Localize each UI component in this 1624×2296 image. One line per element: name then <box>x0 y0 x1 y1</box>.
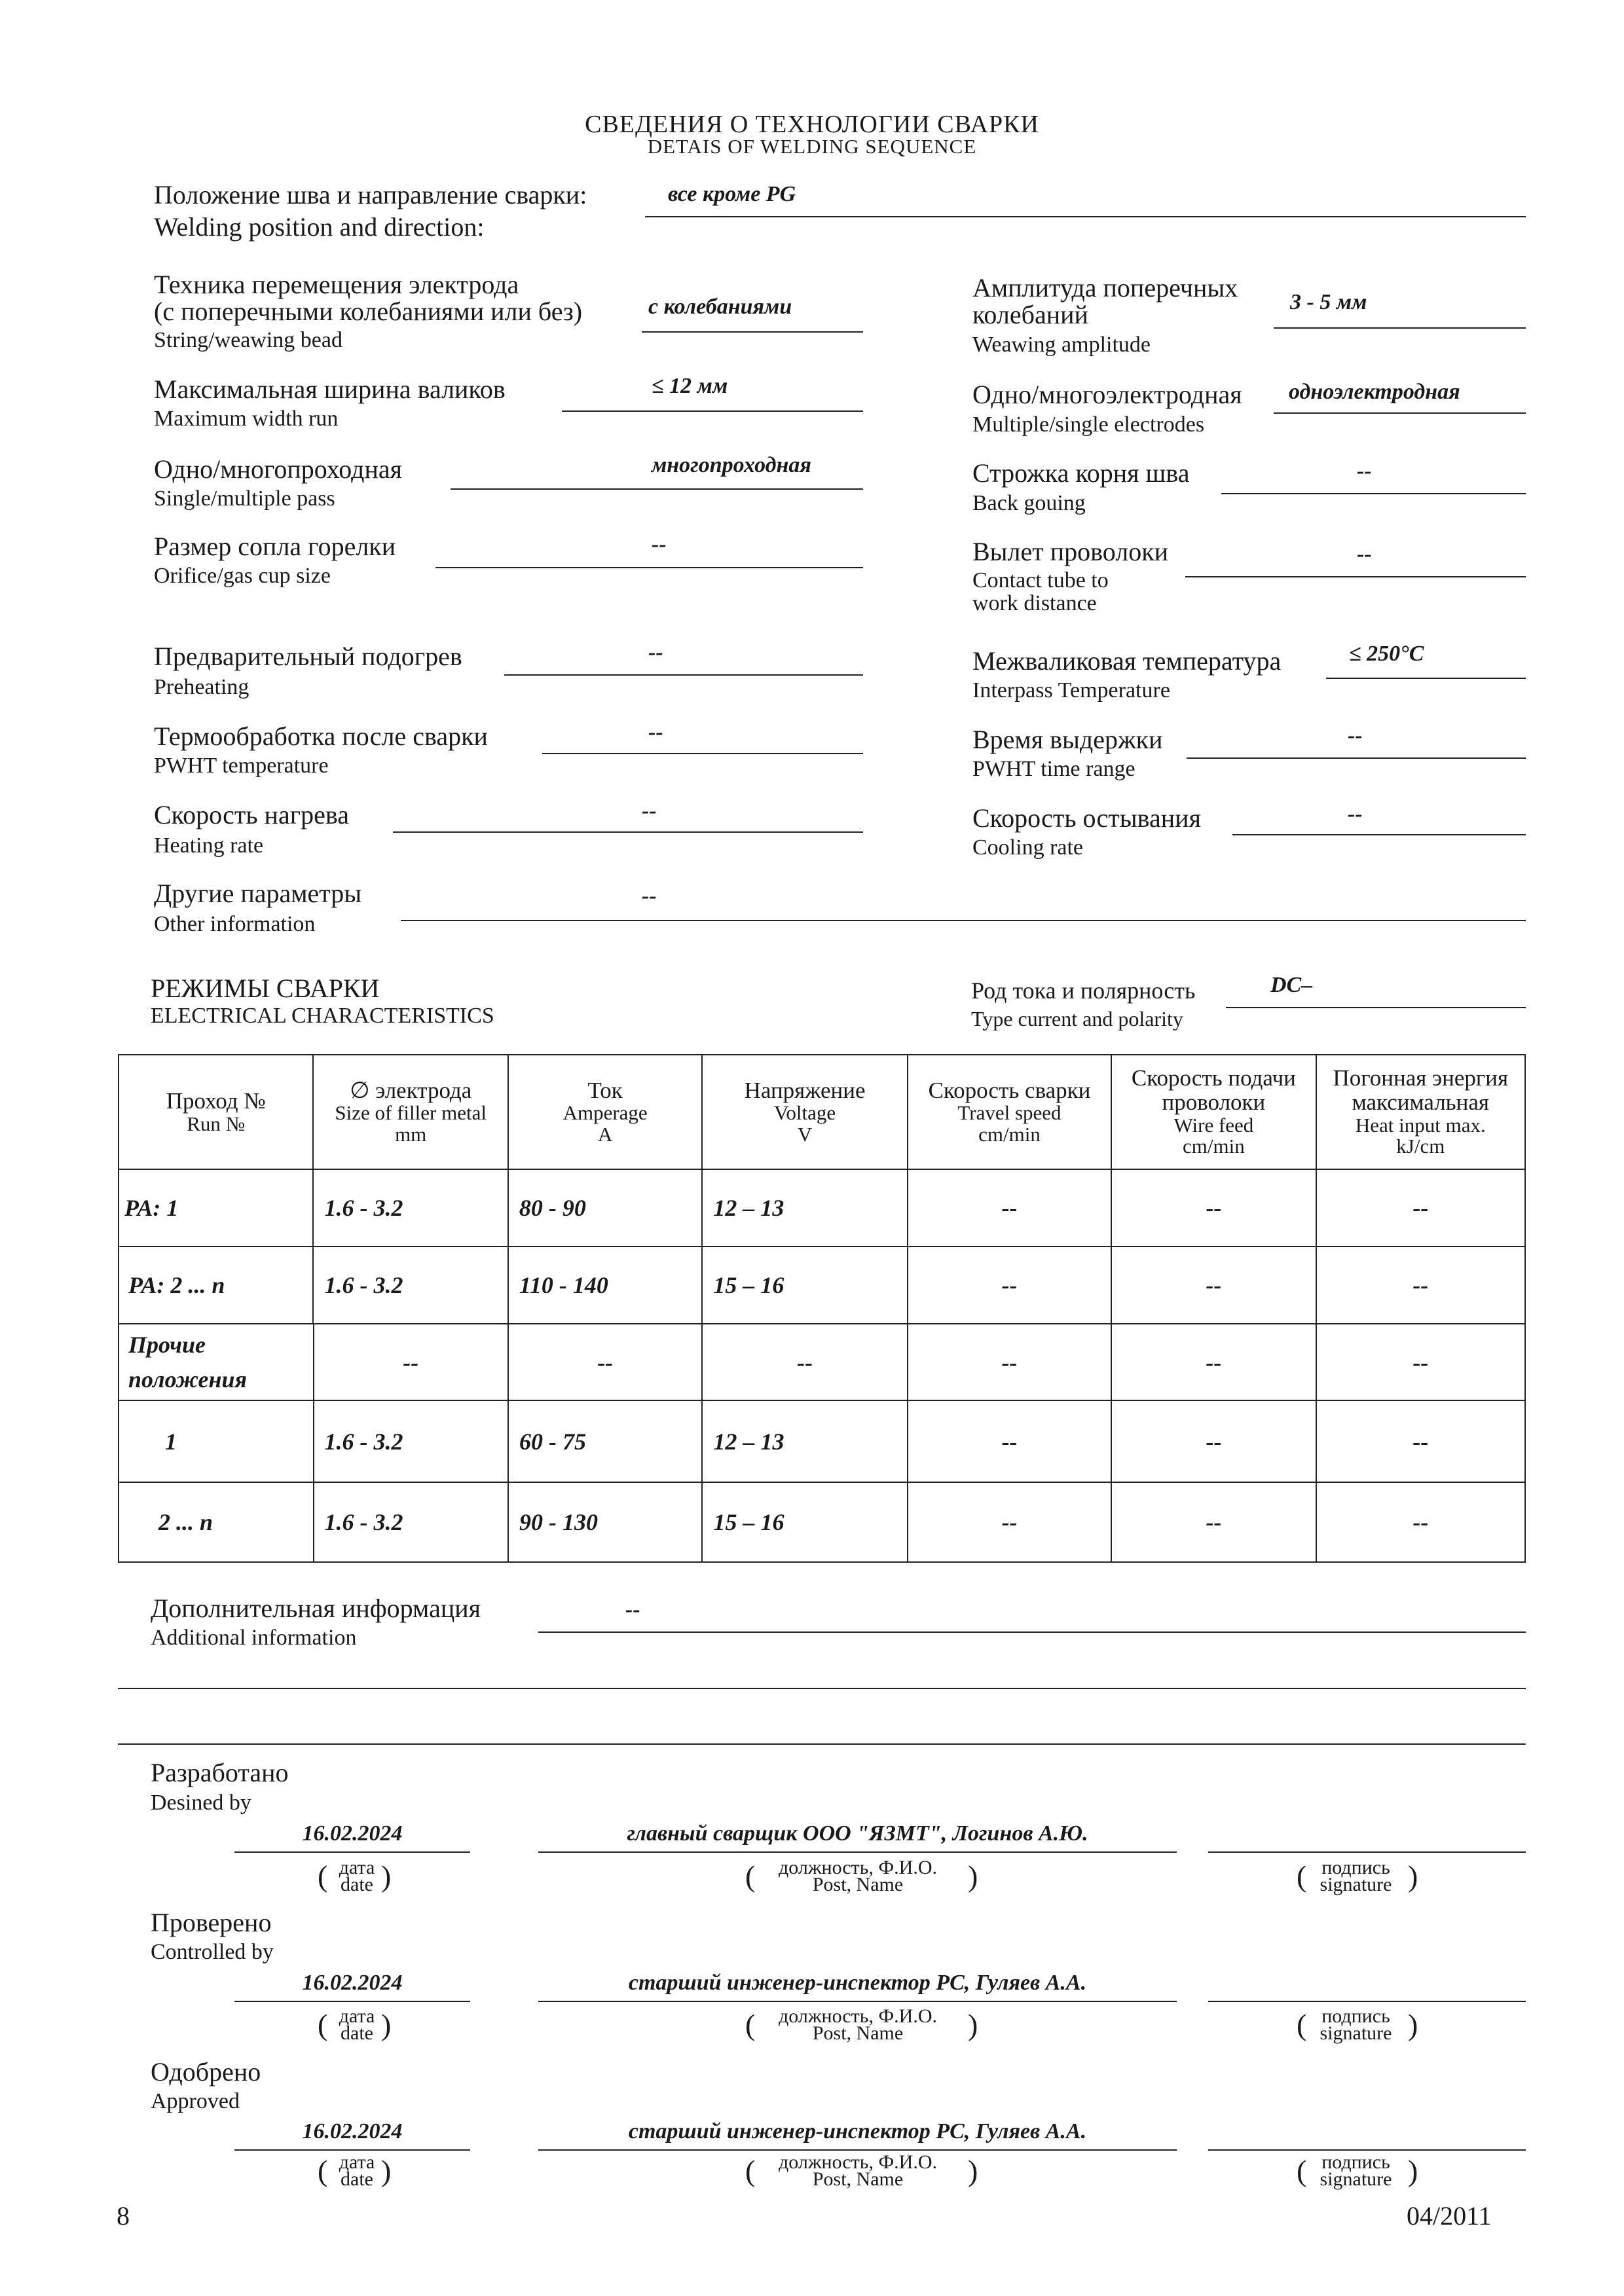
cell-voltage: 15 – 16 <box>703 1483 908 1561</box>
cell-travel-speed: -- <box>908 1170 1112 1246</box>
position-label-en: Welding position and direction: <box>154 212 485 242</box>
cell-voltage: -- <box>703 1324 908 1400</box>
header-amperage: Ток Amperage A <box>509 1055 703 1169</box>
electrodes-value: одноэлектродная <box>1289 380 1460 404</box>
designed-post-underline <box>538 1851 1177 1853</box>
cup-label-ru: Размер сопла горелки <box>154 532 396 561</box>
cell-run: PA: 1 <box>119 1170 314 1246</box>
other-label-en: Other information <box>154 912 316 936</box>
interpass-label-en: Interpass Temperature <box>972 678 1170 702</box>
paren-open: ( <box>1297 2154 1307 2187</box>
cell-run: PA: 2 ... n <box>119 1247 314 1323</box>
approved-date: 16.02.2024 <box>302 2119 403 2143</box>
controlled-date-underline <box>234 2001 470 2002</box>
post-caption-ru: должность, Ф.И.О. <box>778 1857 937 1878</box>
approved-label-ru: Одобрено <box>151 2057 261 2086</box>
paren-close: ) <box>968 1859 978 1893</box>
electrical-table <box>118 1054 1526 1563</box>
bead-label-ru2: (с поперечными колебаниями или без) <box>154 297 583 326</box>
controlled-label-ru: Проверено <box>151 1908 272 1937</box>
pass-value: многопроходная <box>652 453 811 477</box>
current-label-ru: Род тока и полярность <box>971 977 1196 1004</box>
sign-caption-ru: подпись <box>1321 2151 1390 2173</box>
amplitude-label-ru2: колебаний <box>972 300 1088 329</box>
sign-caption-en: signature <box>1320 2168 1392 2190</box>
cell-filler-size: 1.6 - 3.2 <box>314 1247 508 1323</box>
designed-label-en: Desined by <box>151 1791 251 1815</box>
additional-label-en: Additional information <box>151 1626 357 1650</box>
stickout-label-en2: work distance <box>972 591 1097 615</box>
cell-filler-size: -- <box>314 1324 509 1400</box>
gouging-label-ru: Строжка корня шва <box>972 458 1190 488</box>
stickout-value: -- <box>1357 542 1372 566</box>
width-value: ≤ 12 мм <box>652 374 728 398</box>
cell-filler-size: 1.6 - 3.2 <box>314 1170 508 1246</box>
controlled-post-underline <box>538 2001 1177 2002</box>
controlled-date: 16.02.2024 <box>302 1971 403 1995</box>
controlled-post: старший инженер-инспектор РС, Гуляев А.А. <box>628 1971 1087 1995</box>
cell-filler-size: 1.6 - 3.2 <box>314 1401 509 1482</box>
electrical-title-en: ELECTRICAL CHARACTERISTICS <box>151 1004 494 1028</box>
designed-date-underline <box>234 1851 470 1853</box>
paren-close: ) <box>1408 2008 1418 2041</box>
pwht-label-ru: Термообработка после сварки <box>154 721 488 751</box>
position-label-ru: Положение шва и направление сварки: <box>154 180 587 210</box>
cell-travel-speed: -- <box>908 1483 1112 1561</box>
approved-signature-line <box>1208 2149 1526 2151</box>
cell-wire-feed: -- <box>1112 1170 1316 1246</box>
title-en: DETAIS OF WELDING SEQUENCE <box>647 135 977 158</box>
cell-voltage: 12 – 13 <box>703 1401 908 1482</box>
amplitude-value: 3 - 5 мм <box>1290 290 1367 314</box>
paren-close: ) <box>381 2008 392 2041</box>
pass-label-en: Single/multiple pass <box>154 486 335 511</box>
header-travel-speed: Скорость сварки Travel speed cm/min <box>908 1055 1112 1169</box>
controlled-label-en: Controlled by <box>151 1940 274 1964</box>
cell-voltage: 15 – 16 <box>703 1247 908 1323</box>
amplitude-label-ru: Амплитуда поперечных <box>972 273 1238 302</box>
cell-travel-speed: -- <box>908 1324 1112 1400</box>
title-ru: СВЕДЕНИЯ О ТЕХНОЛОГИИ СВАРКИ <box>585 111 1039 138</box>
heating-label-en: Heating rate <box>154 833 264 858</box>
gouging-value: -- <box>1357 459 1372 483</box>
paren-close: ) <box>381 2154 392 2187</box>
paren-close: ) <box>1408 2154 1418 2187</box>
holdtime-label-ru: Время выдержки <box>972 725 1163 754</box>
cell-amperage: 80 - 90 <box>509 1170 703 1246</box>
table-row <box>119 1483 1524 1561</box>
stickout-label-en: Contact tube to <box>972 568 1109 592</box>
designed-signature-line <box>1208 1851 1526 1853</box>
cell-heat-input: -- <box>1412 1349 1429 1376</box>
bead-label-en: String/weawing bead <box>154 328 342 352</box>
cell-travel-speed: -- <box>908 1247 1112 1323</box>
additional-value: -- <box>625 1597 640 1622</box>
cell-run: Прочие положения <box>119 1324 314 1400</box>
additional-line-3 <box>118 1743 1526 1745</box>
width-label-en: Maximum width run <box>154 407 339 431</box>
cooling-underline <box>1232 834 1526 835</box>
cup-label-en: Orifice/gas cup size <box>154 564 331 588</box>
post-caption-en: Post, Name <box>812 2168 904 2190</box>
electrical-title-ru: РЕЖИМЫ СВАРКИ <box>151 974 380 1003</box>
cell-heat-input: -- <box>1412 1509 1429 1535</box>
paren-close: ) <box>381 1859 392 1893</box>
post-caption-ru: должность, Ф.И.О. <box>778 2005 937 2027</box>
approved-label-en: Approved <box>151 2089 240 2113</box>
bead-value: с колебаниями <box>648 295 792 319</box>
post-caption-en: Post, Name <box>812 1874 904 1895</box>
pwht-label-en: PWHT temperature <box>154 754 329 778</box>
paren-close: ) <box>1408 1859 1418 1893</box>
header-wire-feed: Скорость подачи проволоки Wire feed cm/min <box>1112 1055 1316 1169</box>
additional-label-ru: Дополнительная информация <box>151 1594 481 1623</box>
preheat-underline <box>504 674 863 676</box>
stickout-label-ru: Вылет проволоки <box>972 537 1169 566</box>
current-value: DC– <box>1270 973 1313 997</box>
cell-travel-speed: -- <box>908 1401 1112 1482</box>
preheat-value: -- <box>648 640 663 665</box>
cup-underline <box>435 567 863 568</box>
date-caption-en: date <box>341 1874 373 1895</box>
cell-wire-feed: -- <box>1112 1247 1316 1323</box>
post-caption-en: Post, Name <box>812 2022 904 2044</box>
paren-open: ( <box>1297 2008 1307 2041</box>
paren-open: ( <box>318 2008 328 2041</box>
paren-open: ( <box>745 1859 756 1893</box>
table-row <box>119 1170 1524 1247</box>
preheat-label-en: Preheating <box>154 675 249 699</box>
date-caption-ru: дата <box>339 2151 375 2173</box>
cell-run: 1 <box>119 1401 314 1482</box>
cell-wire-feed: -- <box>1112 1401 1316 1482</box>
header-run: Проход № Run № <box>119 1055 314 1169</box>
pwht-underline <box>542 753 863 754</box>
gouging-label-en: Back gouing <box>972 491 1086 515</box>
paren-open: ( <box>1297 1859 1307 1893</box>
pass-label-ru: Одно/многопроходная <box>154 454 403 484</box>
pass-underline <box>451 488 863 490</box>
electrodes-label-en: Multiple/single electrodes <box>972 412 1205 437</box>
cell-amperage: 90 - 130 <box>509 1483 703 1561</box>
designed-date: 16.02.2024 <box>302 1821 403 1846</box>
paren-open: ( <box>745 2008 756 2041</box>
paren-open: ( <box>318 2154 328 2187</box>
designed-post: главный сварщик ООО "ЯЗМТ", Логинов А.Ю. <box>627 1821 1088 1846</box>
paren-close: ) <box>968 2008 978 2041</box>
sign-caption-en: signature <box>1320 2022 1392 2044</box>
table-row <box>119 1401 1524 1483</box>
bead-label-ru: Техника перемещения электрода <box>154 270 519 299</box>
other-value: -- <box>642 884 657 908</box>
header-filler-size: ∅ электрода Size of filler metal mm <box>314 1055 508 1169</box>
header-heat-input: Погонная энергия максимальная Heat input max. kJ/cm <box>1333 1065 1509 1158</box>
cell-amperage: 110 - 140 <box>509 1247 703 1323</box>
heating-underline <box>393 831 863 833</box>
cooling-label-ru: Скорость остывания <box>972 803 1201 833</box>
holdtime-label-en: PWHT time range <box>972 757 1135 781</box>
cell-heat-input: -- <box>1412 1195 1429 1221</box>
cell-amperage: 60 - 75 <box>509 1401 703 1482</box>
cell-wire-feed: -- <box>1112 1483 1316 1561</box>
cell-heat-input: -- <box>1412 1272 1429 1298</box>
approved-post-underline <box>538 2149 1177 2151</box>
approved-date-underline <box>234 2149 470 2151</box>
approved-post: старший инженер-инспектор РС, Гуляев А.А. <box>628 2119 1087 2143</box>
pwht-value: -- <box>648 720 663 744</box>
header-voltage: Напряжение Voltage V <box>703 1055 908 1169</box>
date-caption-ru: дата <box>339 1857 375 1878</box>
gouging-underline <box>1221 493 1526 494</box>
interpass-value: ≤ 250°C <box>1349 642 1424 666</box>
electrodes-underline <box>1274 412 1526 414</box>
table-row <box>119 1247 1524 1324</box>
designed-label-ru: Разработано <box>151 1758 289 1787</box>
paren-close: ) <box>968 2154 978 2187</box>
amplitude-label-en: Weawing amplitude <box>972 333 1151 357</box>
post-caption-ru: должность, Ф.И.О. <box>778 2151 937 2173</box>
cooling-value: -- <box>1348 802 1363 826</box>
bead-underline <box>642 331 863 333</box>
heating-value: -- <box>642 799 657 823</box>
cell-heat-input: -- <box>1412 1428 1429 1455</box>
width-label-ru: Максимальная ширина валиков <box>154 374 506 404</box>
width-underline <box>562 410 863 412</box>
additional-line-2 <box>118 1688 1526 1689</box>
table-row <box>119 1324 1524 1401</box>
other-underline <box>401 920 1526 921</box>
heating-label-ru: Скорость нагрева <box>154 800 349 829</box>
paren-open: ( <box>318 1859 328 1893</box>
cell-filler-size: 1.6 - 3.2 <box>314 1483 509 1561</box>
preheat-label-ru: Предварительный подогрев <box>154 642 462 671</box>
date-caption-en: date <box>341 2168 373 2190</box>
cell-run: 2 ... n <box>119 1483 314 1561</box>
additional-underline <box>538 1631 1526 1633</box>
interpass-label-ru: Межваликовая температура <box>972 646 1282 676</box>
position-underline <box>645 216 1526 217</box>
amplitude-underline <box>1274 327 1526 329</box>
cup-value: -- <box>652 532 667 556</box>
cooling-label-en: Cooling rate <box>972 835 1084 860</box>
cell-amperage: -- <box>509 1324 703 1400</box>
controlled-signature-line <box>1208 2001 1526 2002</box>
position-value: все кроме PG <box>668 182 796 206</box>
sign-caption-ru: подпись <box>1321 1857 1390 1878</box>
stickout-underline <box>1185 576 1526 577</box>
sign-caption-ru: подпись <box>1321 2005 1390 2027</box>
holdtime-underline <box>1187 757 1526 759</box>
cell-wire-feed: -- <box>1112 1324 1316 1400</box>
page-number: 8 <box>117 2201 130 2231</box>
table-header-row <box>119 1055 1524 1170</box>
other-label-ru: Другие параметры <box>154 879 362 908</box>
cell-voltage: 12 – 13 <box>703 1170 908 1246</box>
paren-open: ( <box>745 2154 756 2187</box>
interpass-underline <box>1326 678 1526 679</box>
electrodes-label-ru: Одно/многоэлектродная <box>972 380 1242 409</box>
date-caption-ru: дата <box>339 2005 375 2027</box>
revision: 04/2011 <box>1407 2201 1492 2231</box>
date-caption-en: date <box>341 2022 373 2044</box>
current-label-en: Type current and polarity <box>971 1007 1183 1030</box>
current-underline <box>1226 1007 1526 1008</box>
sign-caption-en: signature <box>1320 1874 1392 1895</box>
holdtime-value: -- <box>1348 723 1363 748</box>
